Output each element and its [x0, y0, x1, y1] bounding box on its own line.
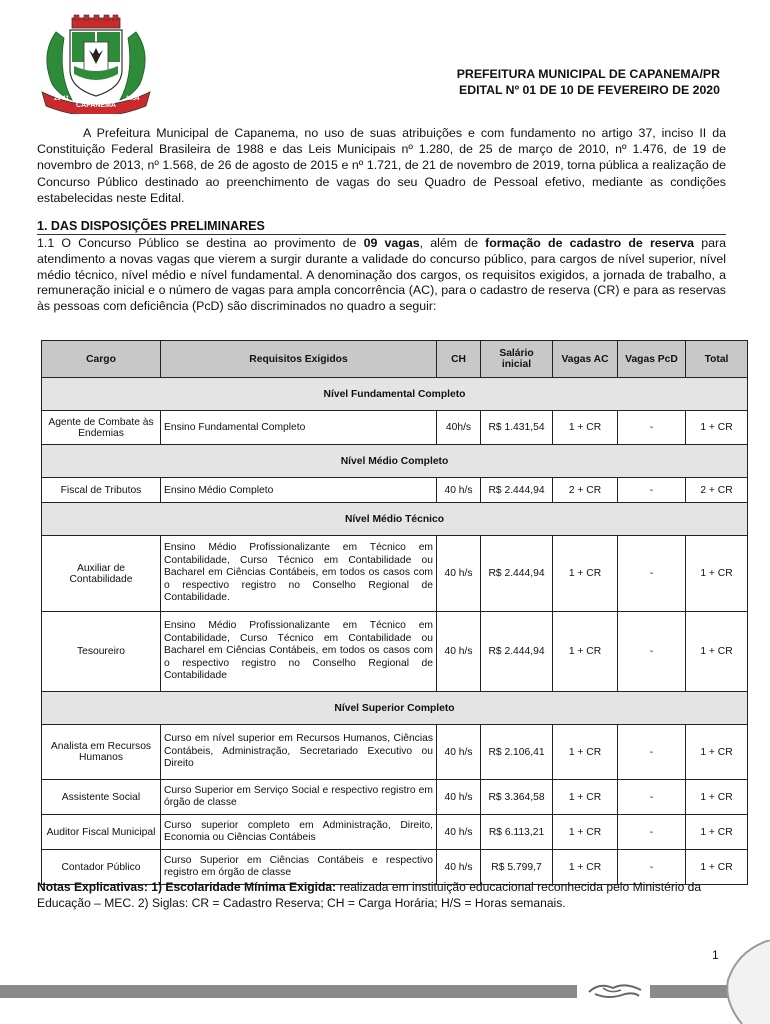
cell-requisitos: Ensino Médio Profissionalizante em Técnico em Contabilidade, Curso Técnico em Contabilidade ou Bacharel em Ciências Contábeis, em todos os casos com o respectivo registro no Conselho Regional de Contabilidade — [161, 612, 437, 692]
cargos-table — [41, 340, 748, 885]
group-row — [42, 503, 748, 536]
header-edital: EDITAL Nº 01 DE 10 DE FEVEREIRO DE 2020 — [459, 83, 720, 97]
cell-vagas-ac: 1 + CR — [553, 850, 618, 885]
cell-salario: R$ 3.364,58 — [481, 780, 553, 815]
col-header: Total — [686, 341, 748, 378]
cell-ch: 40 h/s — [437, 780, 481, 815]
table-row — [42, 478, 748, 503]
group-row — [42, 445, 748, 478]
intro-paragraph: A Prefeitura Municipal de Capanema, no uso de suas atribuições e com fundamento no artigo 37, inciso II da Constituição Federal Brasileira de 1988 e das Leis Municipais nº 1.280, de 25 de março de 2010, nº 1.476, de 19 de novembro de 2013, nº 1.568, de 26 de agosto de 2015 e nº 1.721, de 21 de novembro de 2019, torna pública a realização de Concurso Público destinado ao preenchimento de vagas do seu Quadro de Pessoal efetivo, mediante as condições estabelecidas neste Edital. — [37, 126, 726, 205]
cell-vagas-pcd: - — [618, 850, 686, 885]
cell-salario: R$ 2.444,94 — [481, 478, 553, 503]
table-header-row — [42, 341, 748, 378]
cell-total: 2 + CR — [686, 478, 748, 503]
cell-salario: R$ 1.431,54 — [481, 411, 553, 445]
table-row — [42, 815, 748, 850]
cell-cargo: Auditor Fiscal Municipal — [42, 815, 161, 850]
cell-salario: R$ 2.444,94 — [481, 612, 553, 692]
cell-requisitos: Curso superior completo em Administração, Direito, Economia ou Ciências Contábeis — [161, 815, 437, 850]
cell-vagas-pcd: - — [618, 815, 686, 850]
col-header: Requisitos Exigidos — [161, 341, 437, 378]
table-row — [42, 780, 748, 815]
cell-ch: 40 h/s — [437, 815, 481, 850]
group-label: Nível Superior Completo — [42, 692, 748, 725]
svg-text:CAPANEMA: CAPANEMA — [76, 102, 116, 109]
group-label: Nível Médio Técnico — [42, 503, 748, 536]
cell-salario: R$ 6.113,21 — [481, 815, 553, 850]
cell-total: 1 + CR — [686, 850, 748, 885]
cell-vagas-pcd: - — [618, 780, 686, 815]
cell-requisitos: Curso em nível superior em Recursos Humanos, Ciências Contábeis, Administração, Secretariado Executivo ou Direito — [161, 725, 437, 780]
col-header: Cargo — [42, 341, 161, 378]
group-row — [42, 378, 748, 411]
col-header: CH — [437, 341, 481, 378]
page-corner-decoration — [698, 940, 770, 1024]
cell-total: 1 + CR — [686, 411, 748, 445]
cell-vagas-pcd: - — [618, 725, 686, 780]
table-row — [42, 411, 748, 445]
header-title: PREFEITURA MUNICIPAL DE CAPANEMA/PR — [456, 67, 720, 81]
handshake-icon — [585, 978, 645, 1004]
cell-vagas-ac: 1 + CR — [553, 536, 618, 612]
crown-icon — [72, 15, 120, 28]
cell-ch: 40 h/s — [437, 536, 481, 612]
cell-cargo: Tesoureiro — [42, 612, 161, 692]
cell-ch: 40 h/s — [437, 725, 481, 780]
cell-cargo: Agente de Combate às Endemias — [42, 411, 161, 445]
cell-vagas-pcd: - — [618, 478, 686, 503]
cell-salario: R$ 2.444,94 — [481, 536, 553, 612]
cell-requisitos: Ensino Fundamental Completo — [161, 411, 437, 445]
table-row — [42, 725, 748, 780]
cell-vagas-ac: 2 + CR — [553, 478, 618, 503]
cell-ch: 40 h/s — [437, 850, 481, 885]
para-bold-vagas: 09 vagas — [363, 236, 420, 250]
cell-vagas-ac: 1 + CR — [553, 411, 618, 445]
cell-total: 1 + CR — [686, 612, 748, 692]
cell-requisitos: Curso Superior em Serviço Social e respectivo registro em órgão de classe — [161, 780, 437, 815]
svg-text:20-11: 20-11 — [54, 96, 70, 102]
col-header: Salário inicial — [481, 341, 553, 378]
section-paragraph — [37, 236, 726, 315]
cell-vagas-ac: 1 + CR — [553, 815, 618, 850]
explanatory-notes — [37, 879, 727, 911]
cell-total: 1 + CR — [686, 536, 748, 612]
cell-ch: 40h/s — [437, 411, 481, 445]
para-bold-cadastro: formação de cadastro de reserva — [485, 236, 695, 250]
para-text: para atendimento a novas vagas que vierem a surgir durante a validade do concurso público, para cargos de nível superior, nível médio técnico, nível médio e nível fundamental. A denominação dos cargos, os requisitos exigidos, a jornada de trabalho, a remuneração inicial e o número de vagas para ampla concorrência (AC), para o cadastro de reserva (CR) e para as reservas às pessoas com deficiência (PcD) são discriminados no quadro a seguir: — [37, 236, 726, 314]
cell-vagas-ac: 1 + CR — [553, 612, 618, 692]
cell-requisitos: Ensino Médio Profissionalizante em Técnico em Contabilidade, Curso Técnico em Contabilidade ou Bacharel em Ciências Contábeis, em todos os casos com o respectivo registro no Conselho Regional de Contabilidade. — [161, 536, 437, 612]
shield-icon — [70, 30, 122, 96]
cell-cargo: Analista em Recursos Humanos — [42, 725, 161, 780]
cell-vagas-ac: 1 + CR — [553, 725, 618, 780]
group-row — [42, 692, 748, 725]
cell-salario: R$ 2.106,41 — [481, 725, 553, 780]
para-text: 1.1 O Concurso Público se destina ao provimento de — [37, 236, 364, 250]
cell-vagas-pcd: - — [618, 536, 686, 612]
group-label: Nível Médio Completo — [42, 445, 748, 478]
cell-vagas-ac: 1 + CR — [553, 780, 618, 815]
table-row — [42, 612, 748, 692]
cell-total: 1 + CR — [686, 725, 748, 780]
document-header — [457, 66, 720, 98]
cell-cargo: Auxiliar de Contabilidade — [42, 536, 161, 612]
notes-text: realizada em instituição educacional reconhecida pelo Ministério da Educação – MEC. 2) Siglas: CR = Cadastro Reserva; CH = Carga Horária; H/S = Horas semanais. — [37, 880, 702, 910]
page-number: 1 — [712, 948, 719, 962]
cell-ch: 40 h/s — [437, 478, 481, 503]
municipal-coat-of-arms — [34, 14, 158, 114]
cell-requisitos: Curso Superior em Ciências Contábeis e respectivo registro em órgão de classe — [161, 850, 437, 885]
notes-label: Notas Explicativas: 1) Escolaridade Mínima Exigida: — [37, 880, 337, 894]
cell-cargo: Assistente Social — [42, 780, 161, 815]
cell-cargo: Fiscal de Tributos — [42, 478, 161, 503]
col-header: Vagas AC — [553, 341, 618, 378]
para-text: , além de — [419, 236, 486, 250]
svg-text:1954: 1954 — [126, 96, 140, 102]
cell-requisitos: Ensino Médio Completo — [161, 478, 437, 503]
cell-ch: 40 h/s — [437, 612, 481, 692]
section-title: 1. DAS DISPOSIÇÕES PRELIMINARES — [37, 219, 726, 235]
cell-total: 1 + CR — [686, 815, 748, 850]
table-row — [42, 536, 748, 612]
cell-vagas-pcd: - — [618, 612, 686, 692]
cell-total: 1 + CR — [686, 780, 748, 815]
cell-cargo: Contador Público — [42, 850, 161, 885]
footer-bar — [0, 985, 577, 998]
col-header: Vagas PcD — [618, 341, 686, 378]
group-label: Nível Fundamental Completo — [42, 378, 748, 411]
cell-vagas-pcd: - — [618, 411, 686, 445]
cell-salario: R$ 5.799,7 — [481, 850, 553, 885]
